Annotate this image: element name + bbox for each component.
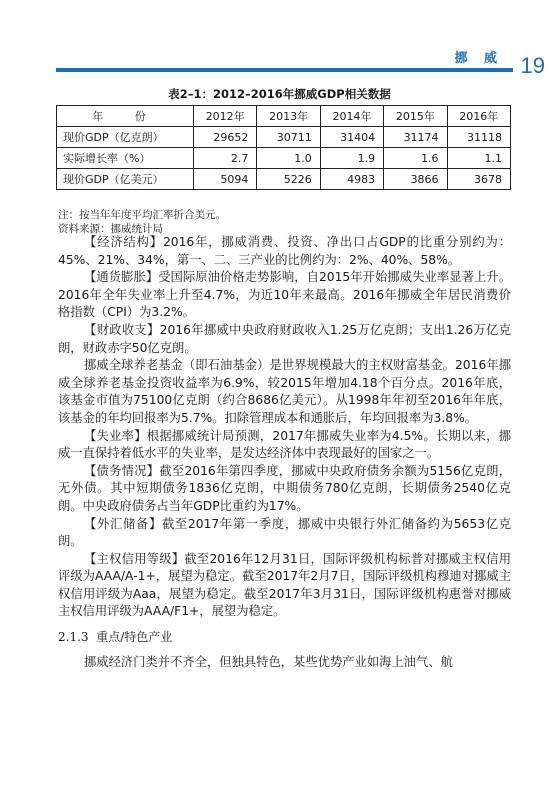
table-cell: 31174 bbox=[384, 127, 447, 148]
table-cell: 31404 bbox=[320, 127, 383, 148]
row-label: 现价GDP（亿美元） bbox=[57, 169, 194, 190]
year-header: 2012年 bbox=[194, 106, 257, 127]
table-row bbox=[57, 169, 511, 190]
year-header: 2013年 bbox=[257, 106, 320, 127]
chapter-title: 挪 威 bbox=[454, 51, 503, 66]
table-cell: 1.0 bbox=[257, 148, 320, 169]
paragraph-pension-fund: 挪威全球养老基金（即石油基金）是世界规模最大的主权财富基金。2016年挪威全球养老基金投资收益率为6.9%，较2015年增加4.18个百分点。2016年底，该基金市值为75100亿克朗（约合8686亿美元）。从1998年年初至2016年年底，该基金的年均回报率为5.7%。扣除管理成本和通胀后，年均回报率为3.8%。 bbox=[58, 358, 511, 425]
table-caption: 表2–1：2012–2016年挪威GDP相关数据 bbox=[168, 87, 391, 101]
paragraph-inflation: 【通货膨胀】受国际原油价格走势影响，自2015年开始挪威失业率显著上升。2016年全年失业率上升至4.7%，为近10年来最高。2016年挪威全年居民消费价格指数（CPI）为3.2%。 bbox=[58, 270, 511, 320]
paragraph-industries: 挪威经济门类并不齐全，但独具特色，某些优势产业如海上油气、航 bbox=[84, 654, 453, 669]
header-label: 年 份 bbox=[57, 106, 194, 127]
year-header: 2015年 bbox=[384, 106, 447, 127]
table-cell: 1.1 bbox=[447, 148, 510, 169]
table-cell: 5226 bbox=[257, 169, 320, 190]
paragraph-debt: 【债务情况】截至2016年第四季度，挪威中央政府债务余额为5156亿克朗，无外债。其中短期债务1836亿克朗，中期债务780亿克朗，长期债务2540亿克朗。中央政府债务占当年GDP比重约为17%。 bbox=[58, 463, 511, 513]
table-cell: 31118 bbox=[447, 127, 510, 148]
page-number: 19 bbox=[520, 53, 545, 78]
gdp-table bbox=[56, 105, 511, 190]
table-cell: 4983 bbox=[320, 169, 383, 190]
paragraph-unemployment: 【失业率】根据挪威统计局预测，2017年挪威失业率为4.5%。长期以来，挪威一直保持着低水平的失业率，是发达经济体中表现最好的国家之一。 bbox=[58, 428, 511, 461]
data-source: 资料来源：挪威统计局 bbox=[58, 223, 163, 235]
section-title: 重点/特色产业 bbox=[96, 630, 173, 645]
page-header bbox=[0, 0, 559, 80]
table-cell: 29652 bbox=[194, 127, 257, 148]
row-label: 实际增长率（%） bbox=[57, 148, 194, 169]
paragraph-fiscal: 【财政收支】2016年挪威中央政府财政收入1.25万亿克朗；支出1.26万亿克朗，财政赤字50亿克朗。 bbox=[58, 322, 511, 355]
year-header: 2016年 bbox=[447, 106, 510, 127]
paragraph-economic-structure: 【经济结构】2016年，挪威消费、投资、净出口占GDP的比重分别约为：45%、21%、34%，第一、二、三产业的比例约为：2%、40%、58%。 bbox=[58, 235, 511, 267]
header-rule bbox=[56, 68, 513, 72]
table-cell: 2.7 bbox=[194, 148, 257, 169]
table-cell: 30711 bbox=[257, 127, 320, 148]
table-note: 注：按当年年度平均汇率折合美元。 bbox=[58, 209, 226, 221]
table-cell: 3866 bbox=[384, 169, 447, 190]
paragraph-fx-reserves: 【外汇储备】截至2017年第一季度，挪威中央银行外汇储备约为5653亿克朗。 bbox=[58, 516, 511, 549]
table-notes bbox=[58, 208, 226, 236]
table-row bbox=[57, 148, 511, 169]
table-cell: 3678 bbox=[447, 169, 510, 190]
body-text bbox=[58, 234, 511, 671]
table-header-row bbox=[57, 106, 511, 127]
table-row bbox=[57, 127, 511, 148]
section-heading bbox=[58, 629, 511, 647]
section-number: 2.1.3 bbox=[58, 630, 89, 645]
paragraph-credit-rating: 【主权信用等级】截至2016年12月31日，国际评级机构标普对挪威主权信用评级为AAA/A-1+，展望为稳定。截至2017年2月7日，国际评级机构穆迪对挪威主权信用评级为Aaa，展望为稳定。截至2017年3月31日，国际评级机构惠誉对挪威主权信用评级为AAA/F1+，展望为稳定。 bbox=[58, 551, 511, 619]
table-cell: 1.6 bbox=[384, 148, 447, 169]
table-cell: 5094 bbox=[194, 169, 257, 190]
table-cell: 1.9 bbox=[320, 148, 383, 169]
year-header: 2014年 bbox=[320, 106, 383, 127]
row-label: 现价GDP（亿克朗） bbox=[57, 127, 194, 148]
